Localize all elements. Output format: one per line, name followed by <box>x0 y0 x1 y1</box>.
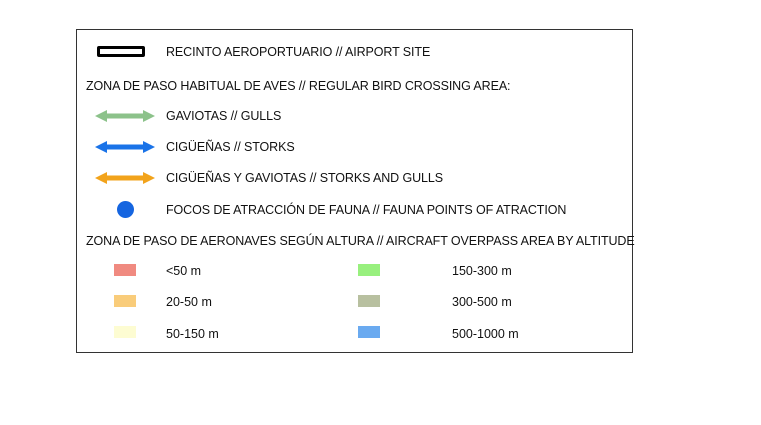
aircraft-overpass-heading: ZONA DE PASO DE AERONAVES SEGÚN ALTURA // AIRCRAFT OVERPASS AREA BY ALTITUDE <box>86 234 635 248</box>
double-arrow-icon <box>94 109 156 123</box>
rectangle-outline-icon <box>97 46 145 57</box>
double-arrow-icon <box>94 171 156 185</box>
altitude-swatch <box>358 326 380 338</box>
circle-dot-icon <box>117 201 134 218</box>
altitude-label: <50 m <box>166 264 202 278</box>
legend-storks-gulls-label: CIGÜEÑAS Y GAVIOTAS // STORKS AND GULLS <box>166 171 443 185</box>
altitude-label: 300-500 m <box>452 295 512 309</box>
altitude-swatch <box>114 264 136 276</box>
altitude-label: 20-50 m <box>166 295 212 309</box>
altitude-swatch <box>114 295 136 307</box>
double-arrow-icon <box>94 140 156 154</box>
legend-fauna-label: FOCOS DE ATRACCIÓN DE FAUNA // FAUNA POINTS OF ATRACTION <box>166 203 567 217</box>
legend-airport-label: RECINTO AEROPORTUARIO // AIRPORT SITE <box>166 45 431 59</box>
bird-crossing-heading: ZONA DE PASO HABITUAL DE AVES // REGULAR BIRD CROSSING AREA: <box>86 79 511 93</box>
altitude-label: 150-300 m <box>452 264 512 278</box>
legend-storks-label: CIGÜEÑAS // STORKS <box>166 140 295 154</box>
altitude-swatch <box>358 295 380 307</box>
altitude-swatch <box>114 326 136 338</box>
legend-gulls-label: GAVIOTAS // GULLS <box>166 109 282 123</box>
altitude-label: 50-150 m <box>166 327 219 341</box>
map-legend <box>76 29 633 353</box>
altitude-label: 500-1000 m <box>452 327 519 341</box>
altitude-swatch <box>358 264 380 276</box>
